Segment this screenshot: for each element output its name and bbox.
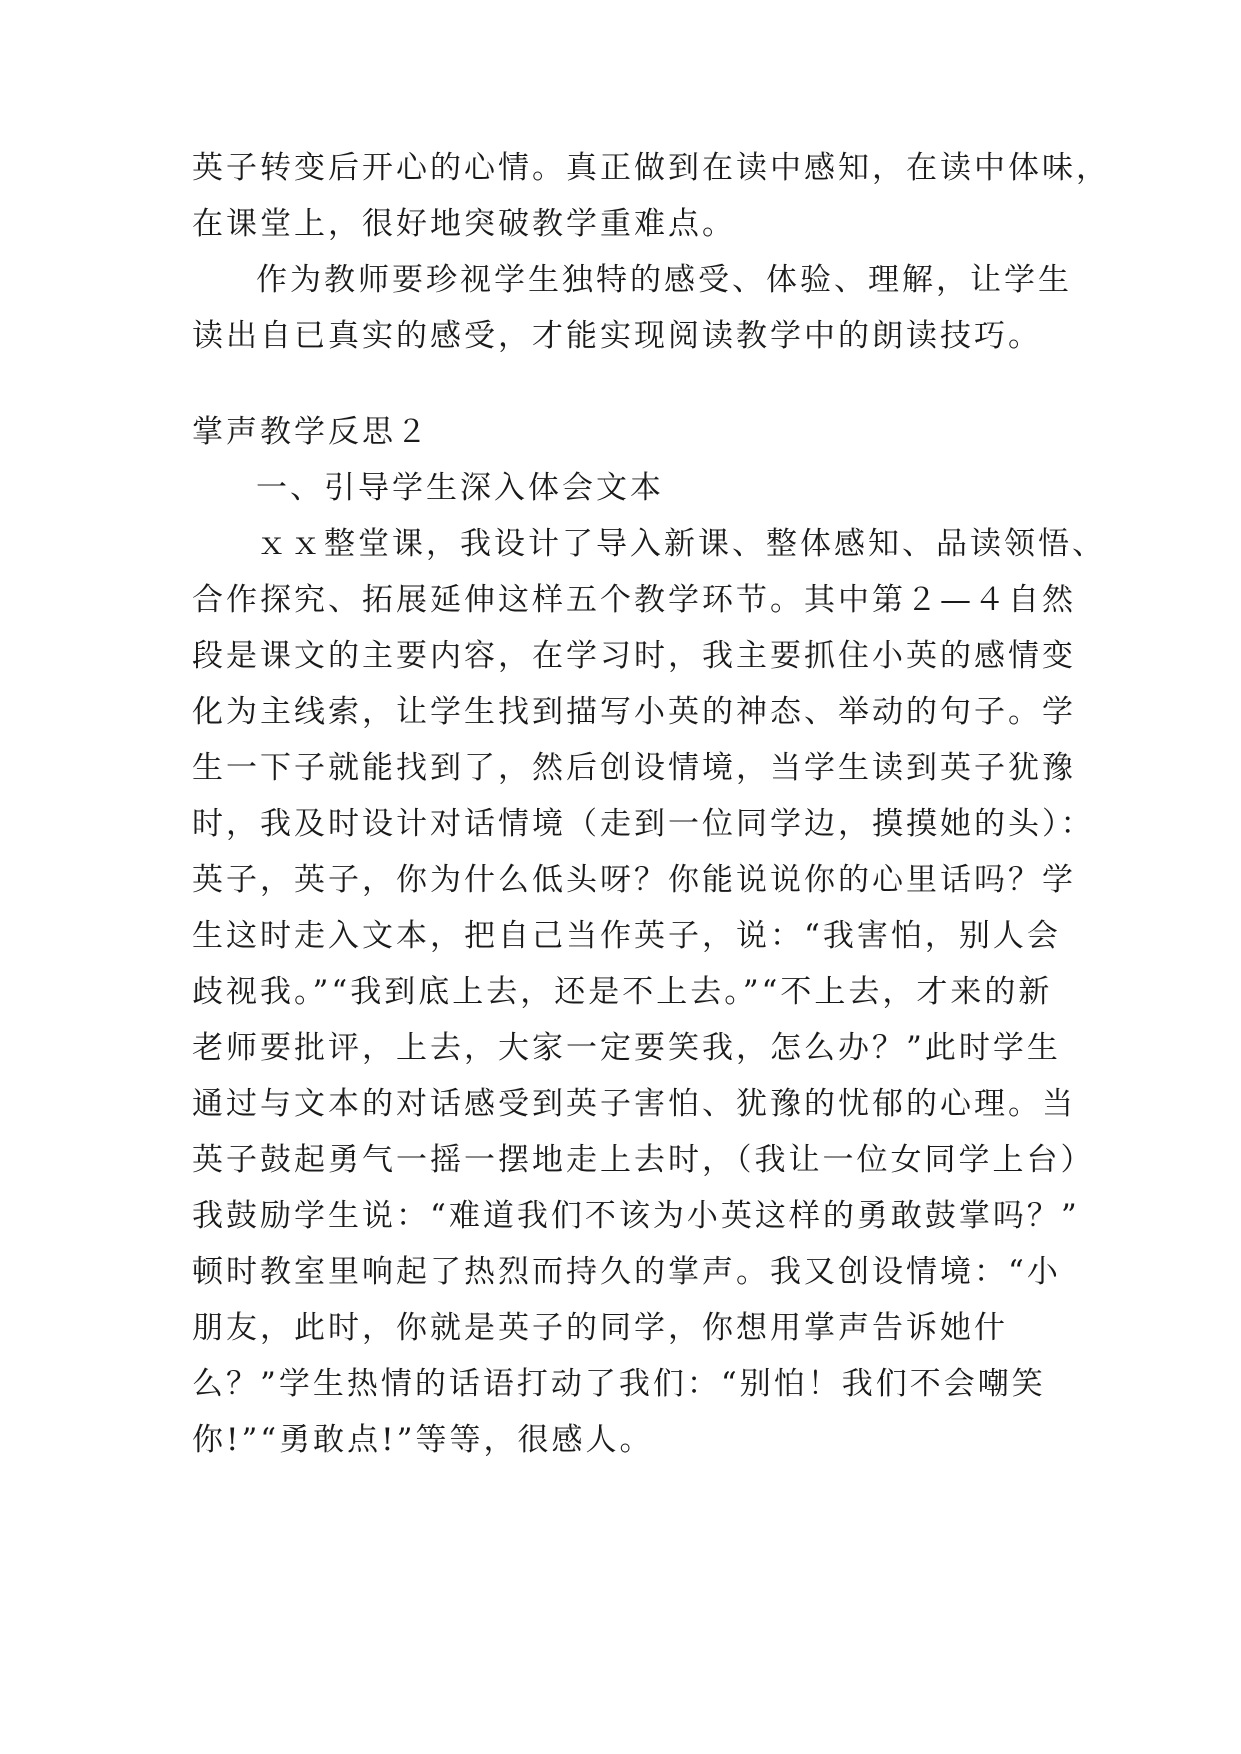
paragraph-line: 生一下子就能找到了，然后创设情境，当学生读到英子犹豫 xyxy=(192,750,1076,786)
paragraph-line: 英子转变后开心的心情。真正做到在读中感知，在读中体味， xyxy=(192,150,1110,186)
paragraph-line: 我鼓励学生说：“难道我们不该为小英这样的勇敢鼓掌吗？” xyxy=(192,1198,1080,1234)
paragraph-line: 朋友，此时，你就是英子的同学，你想用掌声告诉她什 xyxy=(192,1310,1008,1346)
paragraph-line: 段是课文的主要内容，在学习时，我主要抓住小英的感情变 xyxy=(192,638,1076,674)
paragraph-line: ｘｘ整堂课，我设计了导入新课、整体感知、品读领悟、 xyxy=(256,526,1106,562)
section-title: 掌声教学反思２ xyxy=(192,414,430,450)
paragraph-line: 通过与文本的对话感受到英子害怕、犹豫的忧郁的心理。当 xyxy=(192,1086,1076,1122)
paragraph-line: 合作探究、拓展延伸这样五个教学环节。其中第２—４自然 xyxy=(192,582,1076,618)
section-subtitle: 一、引导学生深入体会文本 xyxy=(256,470,664,506)
paragraph-line: 英子，英子，你为什么低头呀？你能说说你的心里话吗？学 xyxy=(192,862,1076,898)
paragraph-line: 生这时走入文本，把自己当作英子，说：“我害怕，别人会 xyxy=(192,918,1061,954)
paragraph-line: 读出自已真实的感受，才能实现阅读教学中的朗读技巧。 xyxy=(192,318,1042,354)
paragraph-line: 化为主线索，让学生找到描写小英的神态、举动的句子。学 xyxy=(192,694,1076,730)
paragraph-line: 老师要批评，上去，大家一定要笑我，怎么办？”此时学生 xyxy=(192,1030,1061,1066)
paragraph-line: 你!”“勇敢点!”等等，很感人。 xyxy=(192,1422,654,1458)
paragraph-line: 在课堂上，很好地突破教学重难点。 xyxy=(192,206,736,242)
paragraph-line: 时，我及时设计对话情境（走到一位同学边，摸摸她的头）： xyxy=(192,806,1095,842)
paragraph-line: 顿时教室里响起了热烈而持久的掌声。我又创设情境：“小 xyxy=(192,1254,1061,1290)
paragraph-line: 歧视我。”“我到底上去，还是不上去。”“不上去，才来的新 xyxy=(192,974,1053,1010)
paragraph-line: 作为教师要珍视学生独特的感受、体验、理解，让学生 xyxy=(256,262,1072,298)
paragraph-line: 么？”学生热情的话语打动了我们：“别怕！我们不会嘲笑 xyxy=(192,1366,1046,1402)
paragraph-line: 英子鼓起勇气一摇一摆地走上去时，（我让一位女同学上台） xyxy=(192,1142,1095,1178)
